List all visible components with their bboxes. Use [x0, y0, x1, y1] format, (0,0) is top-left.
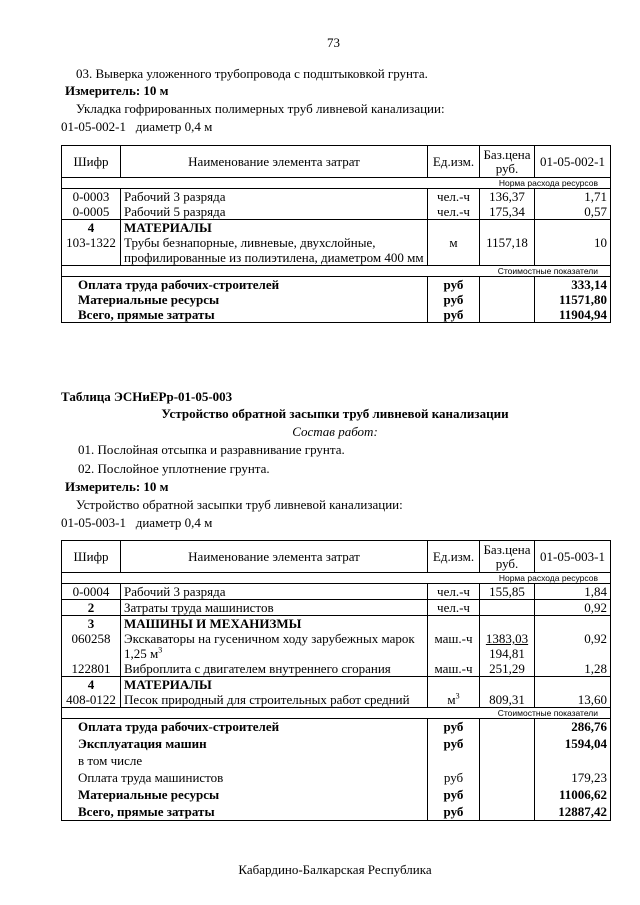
- total-value: 333,14: [535, 277, 611, 293]
- estimate-table-2: [61, 540, 611, 821]
- header-name: Наименование элемента затрат: [121, 146, 428, 178]
- header-code: Шифр: [62, 541, 121, 573]
- total-unit: руб: [428, 277, 480, 293]
- table-row-value: 0,57: [535, 204, 611, 220]
- heading-2: Устройство обратной засыпки труб ливневой канализации: [161, 406, 509, 421]
- total-label: Всего, прямые затраты: [62, 307, 428, 323]
- table-row-price: 136,37: [480, 189, 535, 205]
- machines-num: 3: [62, 616, 121, 632]
- header-unit: Ед.изм.: [428, 146, 480, 178]
- header-price: Баз.цена руб.: [480, 541, 535, 573]
- machine-price: 251,29: [480, 661, 535, 677]
- code-line-1: 01-05-002-1 диаметр 0,4 м: [61, 119, 213, 134]
- material-unit: $м^3$: [428, 692, 480, 708]
- material-price: 1157,18: [480, 235, 535, 266]
- material-price: 809,31: [480, 692, 535, 708]
- description-2: Устройство обратной засыпки труб ливневой канализации:: [76, 497, 403, 512]
- header-unit: Ед.изм.: [428, 541, 480, 573]
- material-name: Песок природный для строительных работ средний: [121, 692, 428, 708]
- total-label: Эксплуатация машин: [62, 736, 428, 753]
- table-row-name: Рабочий 5 разряда: [121, 204, 428, 220]
- table-row-unit: чел.-ч: [428, 189, 480, 205]
- machine-unit: маш.-ч: [428, 661, 480, 677]
- measure-1: Измеритель: 10 м: [65, 83, 169, 98]
- total-value: 11571,80: [535, 292, 611, 307]
- total-value: 286,76: [535, 719, 611, 736]
- table-row-unit: чел.-ч: [428, 584, 480, 600]
- machine-code: 060258: [62, 631, 121, 661]
- table-row-code: 2: [62, 600, 121, 616]
- material-code: 408-0122: [62, 692, 121, 708]
- page-number: 73: [327, 35, 340, 50]
- table-row-name: Рабочий 3 разряда: [121, 584, 428, 600]
- material-code: 103-1322: [62, 235, 121, 266]
- work-item: 01. Послойная отсыпка и разравнивание грунта.: [78, 442, 345, 457]
- total-value: 12887,42: [535, 804, 611, 821]
- total-unit: [428, 753, 480, 770]
- machine-unit: маш.-ч: [428, 631, 480, 661]
- norm-label: Норма расхода ресурсов: [62, 573, 611, 584]
- table-row-value: 0,92: [535, 600, 611, 616]
- total-label: Материальные ресурсы: [62, 787, 428, 804]
- material-name: Трубы безнапорные, ливневые, двухслойные, профилированные из полиэтилена, диаметром 400 мм: [121, 235, 428, 266]
- work-item: 02. Послойное уплотнение грунта.: [78, 461, 270, 476]
- table-row-unit: чел.-ч: [428, 600, 480, 616]
- total-label: Материальные ресурсы: [62, 292, 428, 307]
- total-unit: руб: [428, 804, 480, 821]
- total-label: Всего, прямые затраты: [62, 804, 428, 821]
- table-row-value: 1,84: [535, 584, 611, 600]
- header-name: Наименование элемента затрат: [121, 541, 428, 573]
- norm-label: Норма расхода ресурсов: [62, 178, 611, 189]
- machine-name: Виброплита с двигателем внутреннего сгорания: [121, 661, 428, 677]
- total-label: Оплата труда машинистов: [62, 770, 428, 787]
- header-price: Баз.цена руб.: [480, 146, 535, 178]
- machines-title: МАШИНЫ И МЕХАНИЗМЫ: [121, 616, 428, 632]
- total-value: 1594,04: [535, 736, 611, 753]
- machine-price: 1383,03 194,81: [480, 631, 535, 661]
- total-value: 11006,62: [535, 787, 611, 804]
- header-norm-code: 01-05-002-1: [535, 146, 611, 178]
- machine-value: 0,92: [535, 631, 611, 661]
- table-row-price: 175,34: [480, 204, 535, 220]
- total-unit: руб: [428, 307, 480, 323]
- total-unit: руб: [428, 770, 480, 787]
- total-label: Оплата труда рабочих-строителей: [62, 277, 428, 293]
- header-norm-code: 01-05-003-1: [535, 541, 611, 573]
- total-unit: руб: [428, 787, 480, 804]
- machine-code: 122801: [62, 661, 121, 677]
- footer-region: Кабардино-Балкарская Республика: [238, 862, 432, 877]
- description-1: Укладка гофрированных полимерных труб ливневой канализации:: [76, 101, 445, 116]
- total-unit: руб: [428, 736, 480, 753]
- table-title-2: Таблица ЭСНиЕРр-01-05-003: [61, 389, 233, 404]
- total-unit: руб: [428, 292, 480, 307]
- materials-num: 4: [62, 220, 121, 236]
- work-item-1: 03. Выверка уложенного трубопровода с подштыковкой грунта.: [76, 66, 428, 81]
- table-row-name: Затраты труда машинистов: [121, 600, 428, 616]
- machine-value: 1,28: [535, 661, 611, 677]
- material-value: 13,60: [535, 692, 611, 708]
- material-value: 10: [535, 235, 611, 266]
- total-value: [535, 753, 611, 770]
- measure-2: Измеритель: 10 м: [65, 479, 169, 494]
- total-unit: руб: [428, 719, 480, 736]
- estimate-table-1: [61, 145, 611, 323]
- total-value: 179,23: [535, 770, 611, 787]
- total-label: Оплата труда рабочих-строителей: [62, 719, 428, 736]
- table-row-price: 155,85: [480, 584, 535, 600]
- total-value: 11904,94: [535, 307, 611, 323]
- composition-label: Состав работ:: [292, 424, 378, 439]
- total-label: в том числе: [62, 753, 428, 770]
- machine-name: Экскаваторы на гусеничном ходу зарубежных марок 1,25 $м^3$: [121, 631, 428, 661]
- cost-label: Стоимостные показатели: [62, 708, 611, 719]
- table-row-code: 0-0003: [62, 189, 121, 205]
- table-row-unit: чел.-ч: [428, 204, 480, 220]
- materials-title: МАТЕРИАЛЫ: [121, 677, 428, 693]
- header-code: Шифр: [62, 146, 121, 178]
- table-row-code: 0-0004: [62, 584, 121, 600]
- table-row-value: 1,71: [535, 189, 611, 205]
- table-row-name: Рабочий 3 разряда: [121, 189, 428, 205]
- materials-title: МАТЕРИАЛЫ: [121, 220, 428, 236]
- materials-num: 4: [62, 677, 121, 693]
- table-row-code: 0-0005: [62, 204, 121, 220]
- material-unit: м: [428, 235, 480, 266]
- cost-label: Стоимостные показатели: [62, 266, 611, 277]
- code-line-2: 01-05-003-1 диаметр 0,4 м: [61, 515, 213, 530]
- table-row-price: [480, 600, 535, 616]
